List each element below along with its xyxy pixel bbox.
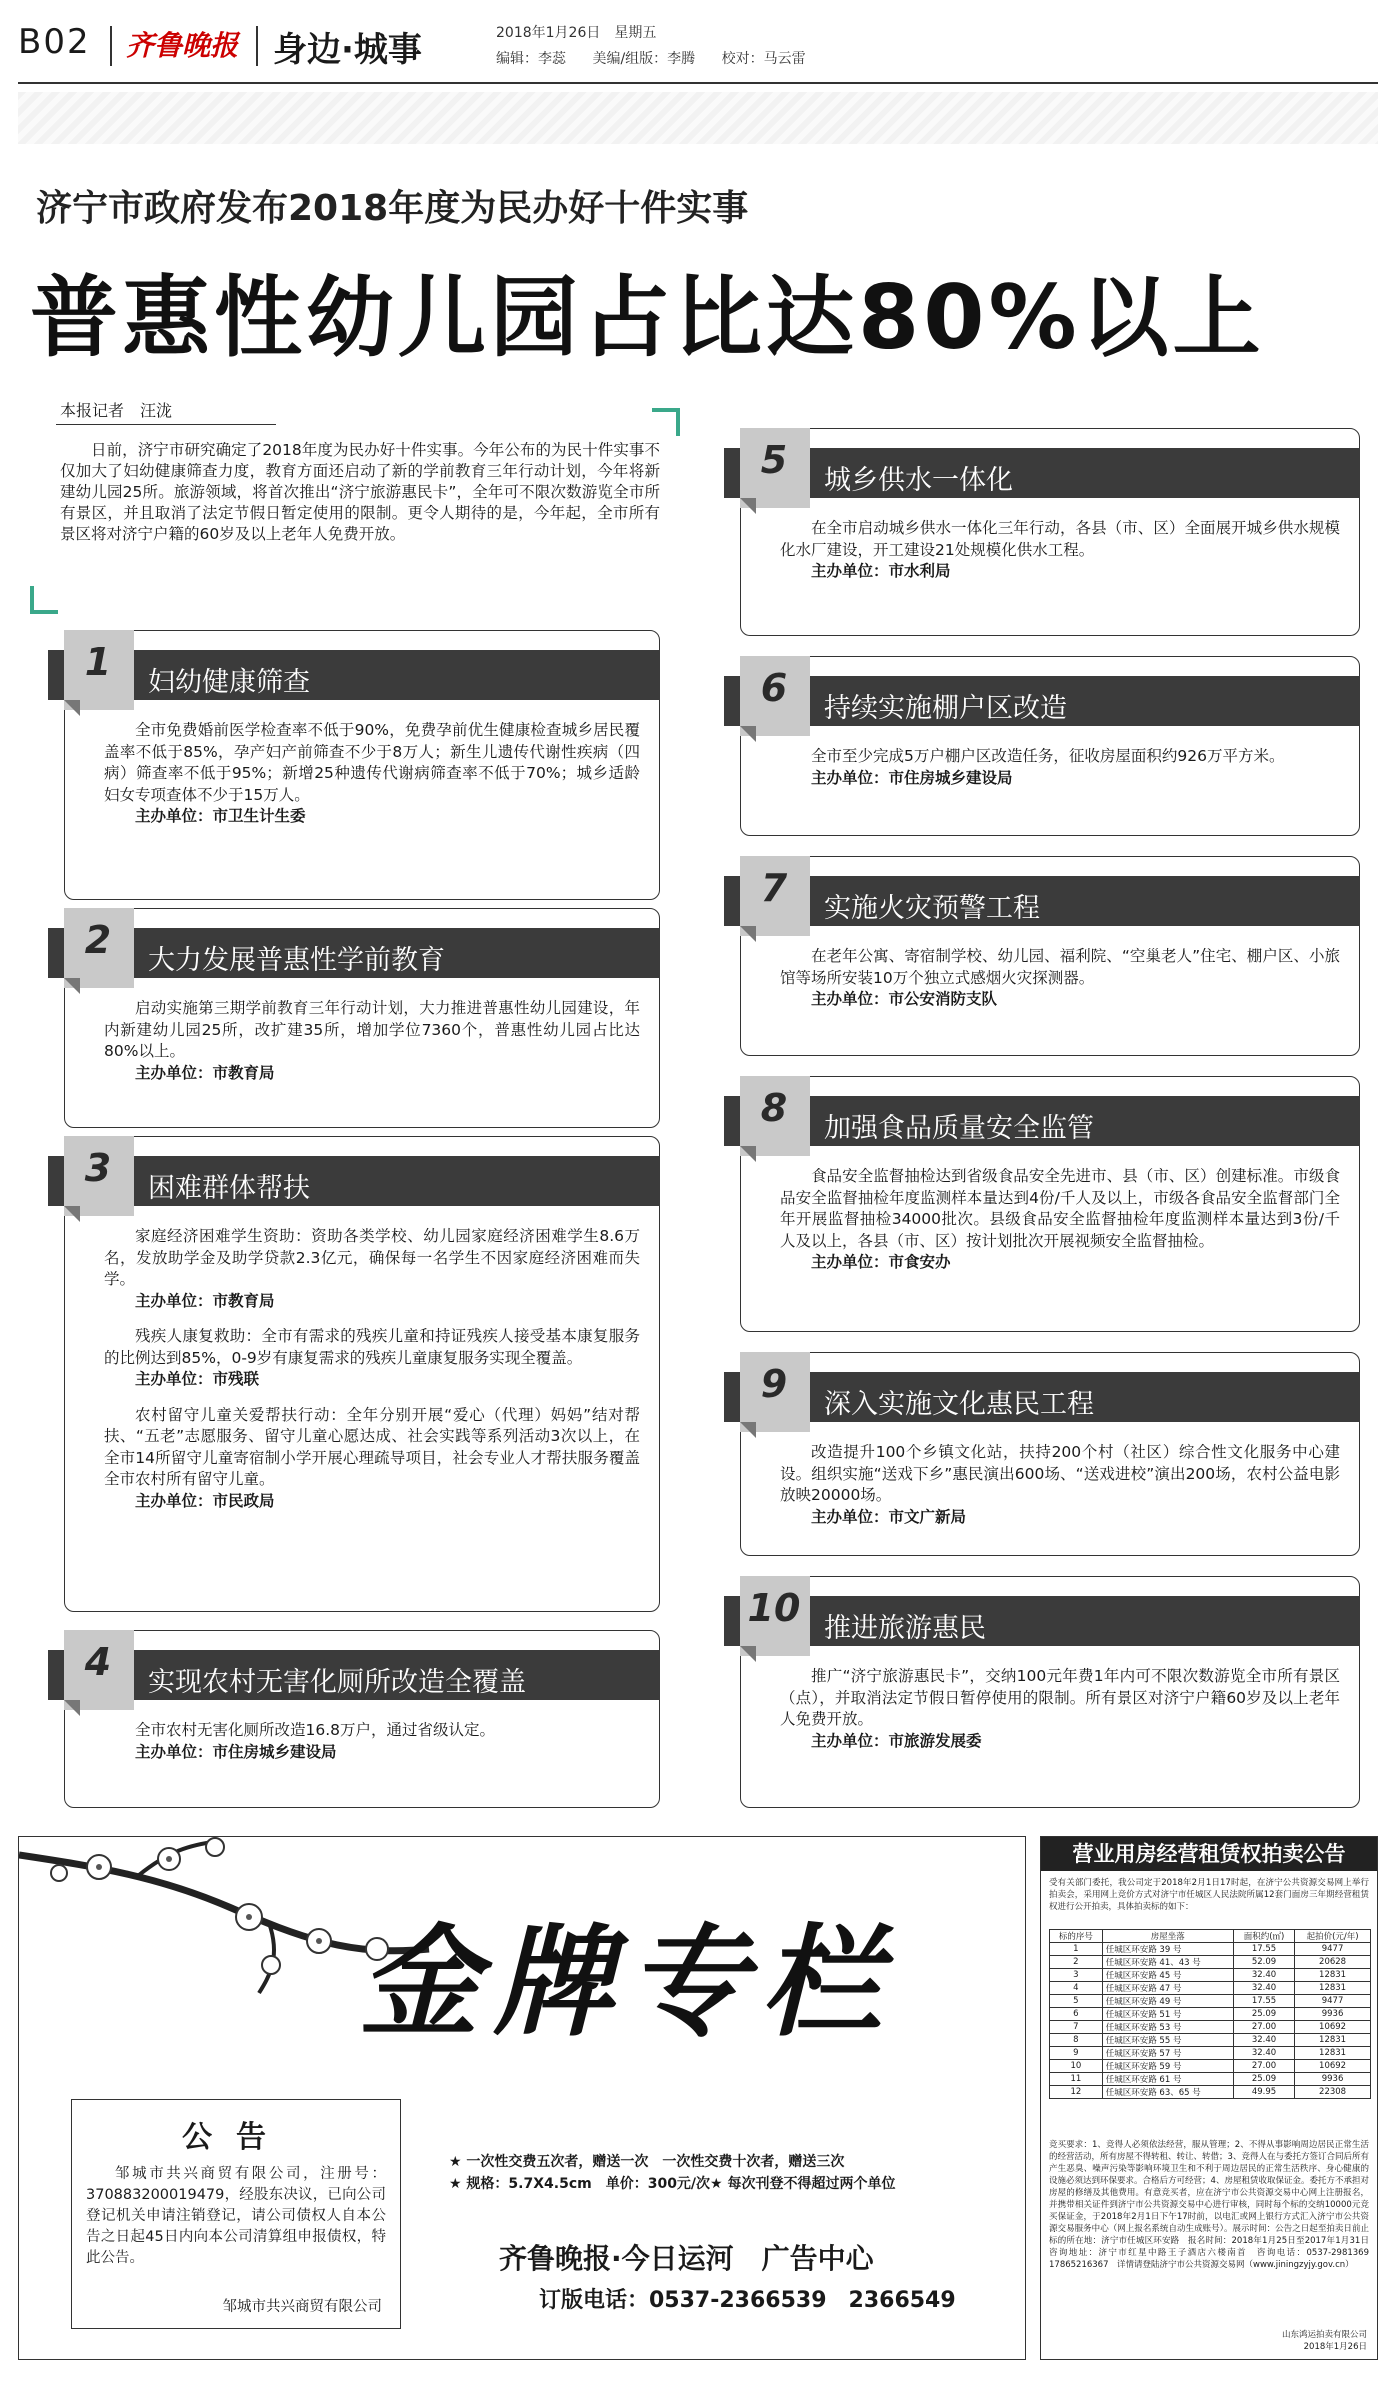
table-cell: 任城区环安路 61 号 xyxy=(1102,2073,1233,2086)
table-cell: 20628 xyxy=(1295,1956,1371,1969)
organizer-label: 主办单位： xyxy=(135,1063,213,1082)
table-cell: 52.09 xyxy=(1233,1956,1294,1969)
table-cell: 32.40 xyxy=(1233,1969,1294,1982)
table-cell: 9936 xyxy=(1295,2008,1371,2021)
item-paragraph: 农村留守儿童关爱帮扶行动：全年分别开展“爱心（代理）妈妈”结对帮扶、“五老”志愿服务、留守儿童心愿达成、社会实践等系列活动3次以上，在全市14所留守儿童寄宿制小学开展心理疏导项目，社会专业人才帮扶服务覆盖全市农村所有留守儿童。 xyxy=(104,1405,640,1488)
notice-title: 公告 xyxy=(182,2120,290,2155)
item-paragraph: 启动实施第三期学前教育三年行动计划，大力推进普惠性幼儿园建设，年内新建幼儿园25所，改扩建35所，增加学位7360个，普惠性幼儿园占比达80%以上。 xyxy=(104,999,640,1060)
table-cell: 任城区环安路 55 号 xyxy=(1102,2034,1233,2047)
corner-bracket xyxy=(30,586,58,614)
divider xyxy=(256,26,258,66)
fold-corner xyxy=(64,978,80,994)
ad-bullet: ★ 规格：5.7X4.5cm 单价：300元/次★ 每次刊登不得超过两个单位 xyxy=(449,2176,896,2192)
table-row xyxy=(1050,2034,1371,2047)
item-content xyxy=(104,1226,640,1526)
organizer-label: 主办单位： xyxy=(135,1491,213,1510)
item-title: 深入实施文化惠民工程 xyxy=(824,1389,1094,1420)
masthead xyxy=(18,18,1378,76)
column-title: 金牌专栏 xyxy=(359,1912,895,2053)
auction-notes: 竞买要求：1、竞得人必须依法经营，服从管理；2、不得从事影响周边居民正常生活的经营活动，所有房屋不得转租、转让、转借；3、竞得人在与委托方签订合同后所有产生恶臭、噪声污染等影响环境卫生和不利于周边居民的正常生活秩序、身心健康的设施必须达到环保要求。合格后方可经营；4、房屋租赁收取保证金。委托方不承担对房屋的修缮及其他费用。有意竞买者，应在济宁市公共资源交易中心网上注册报名，并携带相关证件到济宁市公共资源交易中心进行审核，同时每个标的交纳10000元竞买保证金，于2018年2月1日下午17时前，以电汇或网上银行方式汇入济宁市公共资源交易服务中心（网上报名系统自动生成账号）。展示时间：公告之日起至拍卖日前止 标的所在地：济宁市任城区环安路 报名时间：2018年1月25日至2017年1月31日 咨询地址：济宁市红星中路王子酒店六楼南首 咨询电话：0537-2981369 17865216367 详情请登陆济宁市公共资源交易网（www.jiningzyjy.gov.cn） xyxy=(1049,2140,1378,2270)
item-title: 实施火灾预警工程 xyxy=(824,893,1040,924)
table-cell: 任城区环安路 53 号 xyxy=(1102,2021,1233,2034)
table-cell: 17.55 xyxy=(1233,1943,1294,1956)
auction-date: 2018年1月26日 xyxy=(1303,2342,1367,2352)
editor-credit: 编辑：李蕊 xyxy=(496,51,566,67)
table-cell: 32.40 xyxy=(1233,2047,1294,2060)
item-number: 1 xyxy=(84,640,112,684)
issue-date: 2018年1月26日 星期五 xyxy=(496,25,657,41)
organizer xyxy=(104,806,640,828)
item-card xyxy=(48,1630,660,1808)
organizer-label: 主办单位： xyxy=(135,807,213,825)
auction-notice xyxy=(1040,1836,1378,2360)
ad-pricing xyxy=(449,2151,895,2195)
byline-rule xyxy=(56,424,276,425)
item-paragraph: 推广“济宁旅游惠民卡”，交纳100元年费1年内可不限次数游览全市所有景区（点），并取消法定节假日暂停使用的限制。所有景区对济宁户籍60岁及以上老年人免费开放。 xyxy=(780,1667,1340,1728)
fold-corner xyxy=(740,1146,756,1162)
section-title: 身边·城事 xyxy=(273,30,422,70)
fold-corner xyxy=(740,726,756,742)
item-paragraph: 全市至少完成5万户棚户区改造任务，征收房屋面积约926万平方米。 xyxy=(811,747,1285,765)
article-intro: 日前，济宁市研究确定了2018年度为民办好十件实事。今年公布的为民十件实事不仅加大了妇幼健康筛查力度，教育方面还启动了新的学前教育三年行动计划，今年将新建幼儿园25所。旅游领域，将首次推出“济宁旅游惠民卡”，全年可不限次数游览全市所有景区，并且取消了法定节假日暂定使用的限制。更令人期待的是，今年起，全市所有景区将对济宁户籍的60岁及以上老年人免费开放。 xyxy=(60,441,660,543)
decorative-band xyxy=(18,92,1378,144)
table-cell: 5 xyxy=(1050,1995,1103,2008)
item-number: 6 xyxy=(760,666,788,710)
organizer-name: 市残联 xyxy=(212,1370,260,1388)
item-content xyxy=(780,746,1340,803)
table-cell: 9936 xyxy=(1295,2073,1371,2086)
organizer-label: 主办单位： xyxy=(135,1370,213,1388)
notice-body: 邹城市共兴商贸有限公司，注册号：370883200019479，经股东决议，已向公司登记机关申请注销登记，请公司债权人自本公告之日起45日内向本公司清算组申报债权，特此公告。 xyxy=(86,2166,386,2266)
table-cell: 22308 xyxy=(1295,2086,1371,2099)
table-cell: 任城区环安路 41、43 号 xyxy=(1102,1956,1233,1969)
item-number: 9 xyxy=(760,1362,788,1406)
organizer-label: 主办单位： xyxy=(811,1507,889,1526)
auction-intro: 受有关部门委托，我公司定于2018年2月1日17时起，在济宁公共资源交易网上举行拍卖会，采用网上竞价方式对济宁市任城区人民法院所属12套门面房三年期经营租赁权进行公开拍卖，具体拍卖标的如下： xyxy=(1049,1878,1369,1912)
table-cell: 12831 xyxy=(1295,1982,1371,1995)
notice-signature: 邹城市共兴商贸有限公司 xyxy=(222,2299,382,2315)
ad-center-title: 齐鲁晚报·今日运河 广告中心 xyxy=(499,2242,874,2275)
table-cell: 11 xyxy=(1050,2073,1103,2086)
table-cell: 任城区环安路 47 号 xyxy=(1102,1982,1233,1995)
table-cell: 9 xyxy=(1050,2047,1103,2060)
organizer-label: 主办单位： xyxy=(135,1291,213,1310)
item-title: 推进旅游惠民 xyxy=(824,1613,986,1644)
fold-corner xyxy=(740,498,756,514)
item-card xyxy=(724,428,1360,636)
item-paragraph: 全市农村无害化厕所改造16.8万户，通过省级认定。 xyxy=(135,1721,496,1739)
organizer xyxy=(104,1063,640,1085)
table-row xyxy=(1050,1956,1371,1969)
item-title: 实现农村无害化厕所改造全覆盖 xyxy=(148,1667,526,1698)
table-cell: 3 xyxy=(1050,1969,1103,1982)
fold-corner xyxy=(64,1700,80,1716)
table-cell: 2 xyxy=(1050,1956,1103,1969)
notice-box xyxy=(71,2099,401,2329)
table-row xyxy=(1050,1969,1371,1982)
item-card xyxy=(48,630,660,900)
table-cell: 32.40 xyxy=(1233,1982,1294,1995)
table-row xyxy=(1050,2008,1371,2021)
organizer xyxy=(780,1731,1340,1753)
item-paragraph: 残疾人康复救助：全市有需求的残疾儿童和持证残疾人接受基本康复服务的比例达到85%，0-9岁有康复需求的残疾儿童康复服务实现全覆盖。 xyxy=(104,1327,640,1367)
table-cell: 12 xyxy=(1050,2086,1103,2099)
organizer xyxy=(780,561,1340,583)
organizer-name: 市卫生计生委 xyxy=(212,807,306,825)
ad-area xyxy=(18,1836,1026,2360)
item-content xyxy=(780,1442,1340,1542)
divider xyxy=(110,26,112,66)
organizer xyxy=(780,989,1340,1011)
fold-corner xyxy=(64,700,80,716)
item-card xyxy=(724,1076,1360,1332)
organizer xyxy=(780,768,1340,790)
auction-title: 营业用房经营租赁权拍卖公告 xyxy=(1041,1837,1377,1871)
fold-corner xyxy=(740,1422,756,1438)
table-cell: 8 xyxy=(1050,2034,1103,2047)
item-content xyxy=(104,720,640,842)
organizer xyxy=(780,1507,1340,1529)
auction-signature xyxy=(1282,2329,1367,2353)
credits xyxy=(496,48,828,68)
ad-phone: 订版电话：0537-2366539 2366549 xyxy=(539,2288,956,2313)
item-paragraph: 食品安全监督抽检达到省级食品安全先进市、县（市、区）创建标准。市级食品安全监督抽检年度监测样本量达到4份/千人及以上，市级各食品安全监督部门全年开展监督抽检34000批次。县级食品安全监督抽检年度监测样本量达到3份/千人及以上，各县（市、区）按计划批次开展视频安全监督抽检。 xyxy=(780,1167,1340,1250)
item-title: 加强食品质量安全监管 xyxy=(824,1113,1094,1144)
article-subtitle: 济宁市政府发布2018年度为民办好十件实事 xyxy=(36,188,749,229)
table-cell: 任城区环安路 45 号 xyxy=(1102,1969,1233,1982)
organizer-label: 主办单位： xyxy=(811,1253,889,1271)
item-content xyxy=(780,518,1340,597)
item-paragraph: 在老年公寓、寄宿制学校、幼儿园、福利院、“空巢老人”住宅、棚户区、小旅馆等场所安装10万个独立式感烟火灾探测器。 xyxy=(780,947,1340,987)
table-cell: 49.95 xyxy=(1233,2086,1294,2099)
item-title: 城乡供水一体化 xyxy=(824,465,1013,496)
item-title: 持续实施棚户区改造 xyxy=(824,693,1067,724)
masthead-rule xyxy=(18,82,1378,84)
item-title: 困难群体帮扶 xyxy=(148,1173,310,1204)
table-header-cell: 标的序号 xyxy=(1050,1930,1103,1943)
table-cell: 10692 xyxy=(1295,2021,1371,2034)
designer-credit: 美编/组版：李腾 xyxy=(592,51,696,67)
page-code: B02 xyxy=(18,22,91,62)
table-cell: 32.40 xyxy=(1233,2034,1294,2047)
table-cell: 任城区环安路 59 号 xyxy=(1102,2060,1233,2073)
table-row xyxy=(1050,1943,1371,1956)
item-card xyxy=(724,1352,1360,1556)
table-row xyxy=(1050,2073,1371,2086)
fold-corner xyxy=(64,1206,80,1222)
table-row xyxy=(1050,2086,1371,2099)
organizer-name: 市教育局 xyxy=(212,1063,275,1082)
table-cell: 12831 xyxy=(1295,2034,1371,2047)
item-card xyxy=(724,1576,1360,1808)
table-cell: 27.00 xyxy=(1233,2060,1294,2073)
item-title: 大力发展普惠性学前教育 xyxy=(148,945,445,976)
table-row xyxy=(1050,2060,1371,2073)
organizer-label: 主办单位： xyxy=(135,1742,213,1761)
ad-bullet: ★ 一次性交费五次者，赠送一次 一次性交费十次者，赠送三次 xyxy=(449,2154,845,2170)
item-card xyxy=(724,856,1360,1056)
table-cell: 任城区环安路 49 号 xyxy=(1102,1995,1233,2008)
item-number: 4 xyxy=(84,1640,112,1684)
item-paragraph: 在全市启动城乡供水一体化三年行动，各县（市、区）全面展开城乡供水规模化水厂建设，开工建设21处规模化供水工程。 xyxy=(780,519,1340,559)
item-card xyxy=(48,908,660,1128)
organizer-label: 主办单位： xyxy=(811,990,889,1008)
item-content xyxy=(780,1166,1340,1288)
item-paragraph: 全市免费婚前医学检查率不低于90%，免费孕前优生健康检查城乡居民覆盖率不低于85%，孕产妇产前筛查不少于8万人；新生儿遗传代谢性疾病（四病）筛查率不低于95%；新增25种遗传代谢病筛查率不低于70%；城乡适龄妇女专项查体不少于15万人。 xyxy=(104,721,640,804)
table-cell: 9477 xyxy=(1295,1995,1371,2008)
card-titlebar xyxy=(724,1596,1360,1646)
table-cell: 12831 xyxy=(1295,2047,1371,2060)
newspaper-logo: 齐鲁晚报 xyxy=(126,29,239,62)
table-cell: 任城区环安路 51 号 xyxy=(1102,2008,1233,2021)
article-headline: 普惠性幼儿园占比达80%以上 xyxy=(30,266,1265,369)
proof-credit: 校对：马云雷 xyxy=(721,51,806,67)
fold-corner xyxy=(740,1646,756,1662)
auction-table xyxy=(1049,1929,1371,2099)
organizer xyxy=(104,1491,640,1513)
organizer-name: 市住房城乡建设局 xyxy=(212,1742,337,1761)
table-cell: 任城区环安路 57 号 xyxy=(1102,2047,1233,2060)
item-number: 8 xyxy=(760,1086,788,1130)
organizer-label: 主办单位： xyxy=(811,768,889,787)
item-title: 妇幼健康筛查 xyxy=(148,667,310,698)
table-body xyxy=(1050,1943,1371,2099)
item-number: 3 xyxy=(84,1146,112,1190)
item-number: 2 xyxy=(84,918,112,962)
organizer xyxy=(104,1742,640,1764)
item-content xyxy=(780,1666,1340,1766)
item-number: 10 xyxy=(747,1586,801,1630)
table-header-cell: 面积约(㎡) xyxy=(1233,1930,1294,1943)
organizer-label: 主办单位： xyxy=(811,1731,889,1750)
item-paragraph: 家庭经济困难学生资助：资助各类学校、幼儿园家庭经济困难学生8.6万名，发放助学金及助学贷款2.3亿元，确保每一名学生不因家庭经济困难而失学。 xyxy=(104,1227,640,1288)
table-cell: 任城区环安路 39 号 xyxy=(1102,1943,1233,1956)
organizer-name: 市住房城乡建设局 xyxy=(888,768,1013,787)
table-cell: 4 xyxy=(1050,1982,1103,1995)
fold-corner xyxy=(740,926,756,942)
table-row xyxy=(1050,2047,1371,2060)
organizer-name: 市民政局 xyxy=(212,1491,275,1510)
table-row xyxy=(1050,1995,1371,2008)
card-titlebar xyxy=(48,650,660,700)
table-header-row xyxy=(1050,1930,1371,1943)
organizer-name: 市公安消防支队 xyxy=(888,990,998,1008)
byline: 本报记者 汪泷 xyxy=(60,401,173,420)
organizer-name: 市水利局 xyxy=(888,562,951,580)
organizer xyxy=(104,1291,640,1313)
organizer-name: 市旅游发展委 xyxy=(888,1731,982,1750)
table-cell: 25.09 xyxy=(1233,2073,1294,2086)
organizer xyxy=(104,1369,640,1391)
item-number: 5 xyxy=(760,438,788,482)
table-cell: 27.00 xyxy=(1233,2021,1294,2034)
organizer-name: 市食安办 xyxy=(888,1253,951,1271)
card-titlebar xyxy=(724,448,1360,498)
item-content xyxy=(780,946,1340,1025)
item-card xyxy=(48,1136,660,1612)
auction-company: 山东鸿运拍卖有限公司 xyxy=(1281,2330,1367,2340)
card-titlebar xyxy=(48,1156,660,1206)
organizer-name: 市文广新局 xyxy=(888,1507,967,1526)
organizer-label: 主办单位： xyxy=(811,562,889,580)
table-cell: 任城区环安路 63、65 号 xyxy=(1102,2086,1233,2099)
table-row xyxy=(1050,1982,1371,1995)
item-content xyxy=(104,998,640,1098)
table-cell: 9477 xyxy=(1295,1943,1371,1956)
table-cell: 10692 xyxy=(1295,2060,1371,2073)
table-row xyxy=(1050,2021,1371,2034)
table-cell: 12831 xyxy=(1295,1969,1371,1982)
table-cell: 25.09 xyxy=(1233,2008,1294,2021)
table-cell: 7 xyxy=(1050,2021,1103,2034)
item-content xyxy=(104,1720,640,1777)
organizer-name: 市教育局 xyxy=(212,1291,275,1310)
table-cell: 17.55 xyxy=(1233,1995,1294,2008)
organizer xyxy=(780,1252,1340,1274)
table-header-cell: 房屋坐落 xyxy=(1102,1930,1233,1943)
table-cell: 1 xyxy=(1050,1943,1103,1956)
corner-bracket xyxy=(652,408,680,436)
card-titlebar xyxy=(724,876,1360,926)
table-header-cell: 起拍价(元/年) xyxy=(1295,1930,1371,1943)
table-cell: 6 xyxy=(1050,2008,1103,2021)
table-cell: 10 xyxy=(1050,2060,1103,2073)
item-card xyxy=(724,656,1360,836)
item-number: 7 xyxy=(760,866,788,910)
item-paragraph: 改造提升100个乡镇文化站，扶持200个村（社区）综合性文化服务中心建设。组织实施“送戏下乡”惠民演出600场、“送戏进校”演出200场，农村公益电影放映20000场。 xyxy=(780,1443,1340,1504)
